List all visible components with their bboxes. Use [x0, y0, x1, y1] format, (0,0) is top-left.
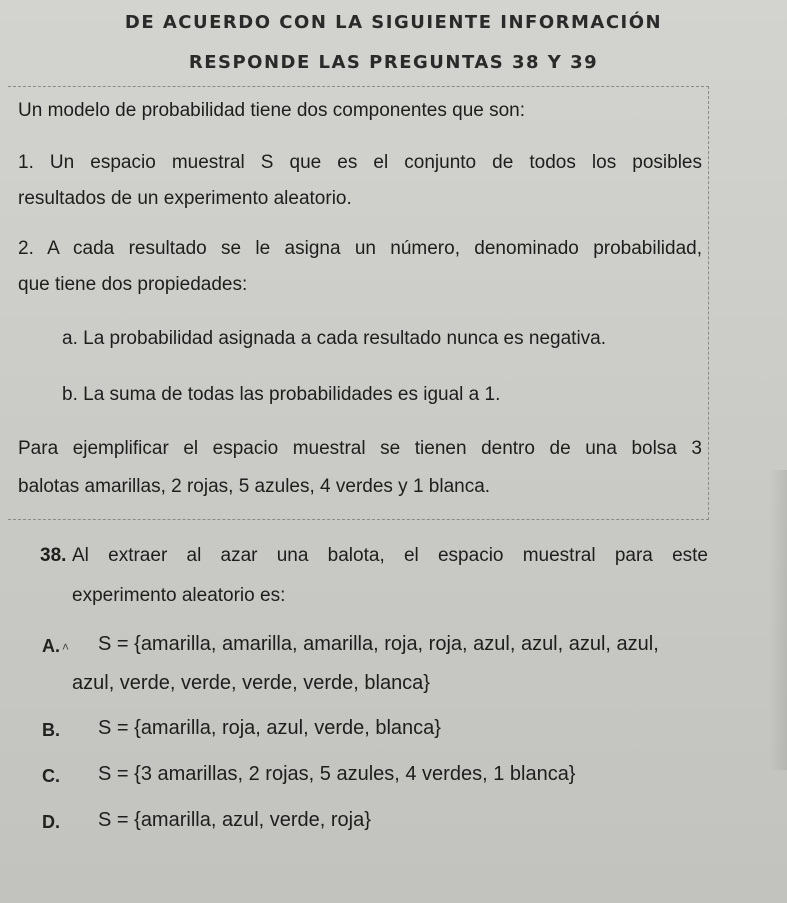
- pencil-mark: ˄: [62, 640, 70, 654]
- example-line-2: balotas amarillas, 2 rojas, 5 azules, 4 verdes y 1 blanca.: [18, 476, 491, 497]
- example-line-1: Para ejemplificar el espacio muestral se tienen dentro de una bolsa 3: [18, 438, 702, 459]
- section-subheading: RESPONDE LAS PREGUNTAS 38 Y 39: [188, 52, 599, 73]
- option-b-text[interactable]: S = {amarilla, roja, azul, verde, blanca}: [98, 717, 441, 739]
- option-a-letter: A.: [42, 636, 60, 656]
- info-intro: Un modelo de probabilidad tiene dos componentes que son:: [18, 100, 526, 121]
- option-a-line-2[interactable]: azul, verde, verde, verde, verde, blanca}: [72, 672, 430, 694]
- option-d-letter: D.: [42, 812, 60, 832]
- option-d-text[interactable]: S = {amarilla, azul, verde, roja}: [98, 809, 371, 831]
- question-number: 38.: [40, 545, 67, 566]
- info-item-2-line-2: que tiene dos propiedades:: [18, 274, 248, 295]
- info-item-1-line-1: 1. Un espacio muestral S que es el conjunto de todos los posibles: [18, 152, 702, 173]
- option-c-text[interactable]: S = {3 amarillas, 2 rojas, 5 azules, 4 verdes, 1 blanca}: [98, 763, 576, 785]
- option-b-letter: B.: [42, 720, 60, 740]
- option-a-line-1[interactable]: S = {amarilla, amarilla, amarilla, roja, roja, azul, azul, azul, azul,: [98, 633, 659, 655]
- info-item-1-line-2: resultados de un experimento aleatorio.: [18, 188, 352, 209]
- question-text-line-1: Al extraer al azar una balota, el espacio muestral para este: [72, 545, 708, 566]
- property-a: a. La probabilidad asignada a cada resultado nunca es negativa.: [62, 328, 607, 349]
- property-b: b. La suma de todas las probabilidades es igual a 1.: [62, 384, 501, 405]
- section-heading: DE ACUERDO CON LA SIGUIENTE INFORMACIÓN: [124, 12, 663, 33]
- option-c-letter: C.: [42, 766, 60, 786]
- question-text-line-2: experimento aleatorio es:: [72, 585, 286, 606]
- info-item-2-line-1: 2. A cada resultado se le asigna un número, denominado probabilidad,: [18, 238, 702, 259]
- page-edge-shadow: [769, 470, 787, 770]
